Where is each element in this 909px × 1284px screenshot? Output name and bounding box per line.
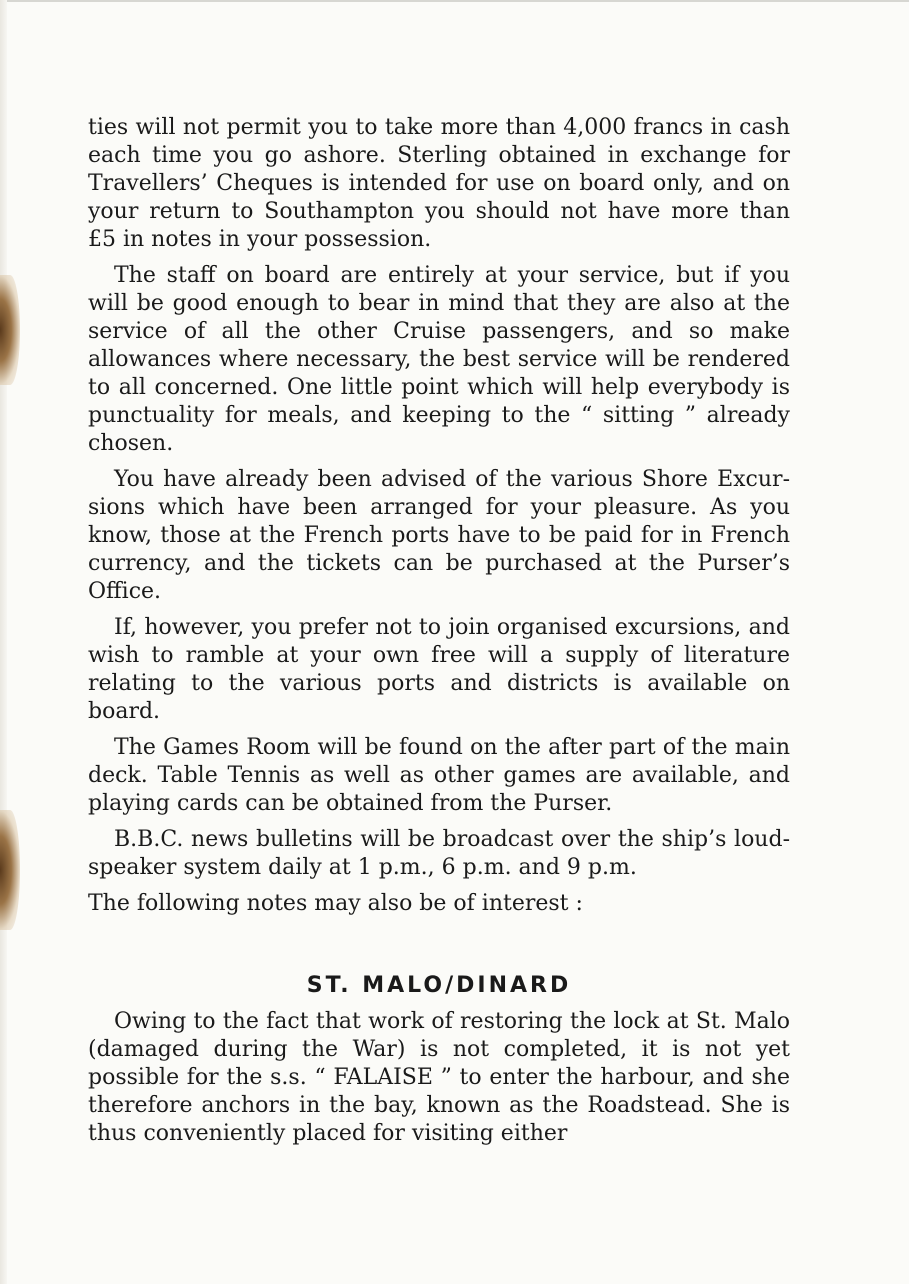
section-heading: ST. MALO/DINARD (306, 973, 572, 998)
binding-stain (0, 275, 20, 385)
paragraph-games-room: The Games Room will be found on the after part of the main deck. Table Tennis as well as other games are available, and playing cards can be obtained from the Purser. (88, 735, 790, 816)
paragraph-currency: ties will not permit you to take more than 4,000 francs in cash each time you go ashore. Sterling obtained in exchange for Travellers’ Cheques is intended for use on board only, and on your return to Southampton you should not have more than £5 in notes in your possession. (88, 115, 790, 252)
paragraph-st-malo: Owing to the fact that work of restoring the lock at St. Malo (damaged during the War) is not completed, it is not yet possible for the s.s. “ FALAISE ” to enter the harbour, and she therefore anchors in the bay, known as the Roadstead. She is thus conveniently placed for visiting either (88, 1009, 790, 1146)
page-top-edge (0, 0, 909, 2)
paragraph-news: B.B.C. news bulletins will be broadcast over the ship’s loud-speaker system daily at 1 p.m., 6 p.m. and 9 p.m. (88, 827, 790, 880)
body-text (88, 114, 790, 1156)
paragraph-excursions: You have already been advised of the various Shore Excursions which have been arranged for your pleasure. As you know, those at the French ports have to be paid for in French currency, and the tickets can be purchased at the Purser’s Office. (88, 467, 790, 604)
paragraph-staff: The staff on board are entirely at your service, but if you will be good enough to bear in mind that they are also at the service of all the other Cruise passengers, and so make allowances where necessary, the best service will be rendered to all concerned. One little point which will help everybody is punctuality for meals, and keeping to the “ sitting ” already chosen. (88, 263, 790, 456)
paragraph-literature: If, however, you prefer not to join organised excursions, and wish to ramble at your own free will a supply of literature relating to the various ports and districts is available on board. (88, 615, 790, 724)
binding-stain (0, 810, 20, 930)
page-left-edge (0, 0, 7, 1284)
paragraph-notes-intro: The following notes may also be of interest : (88, 891, 583, 916)
